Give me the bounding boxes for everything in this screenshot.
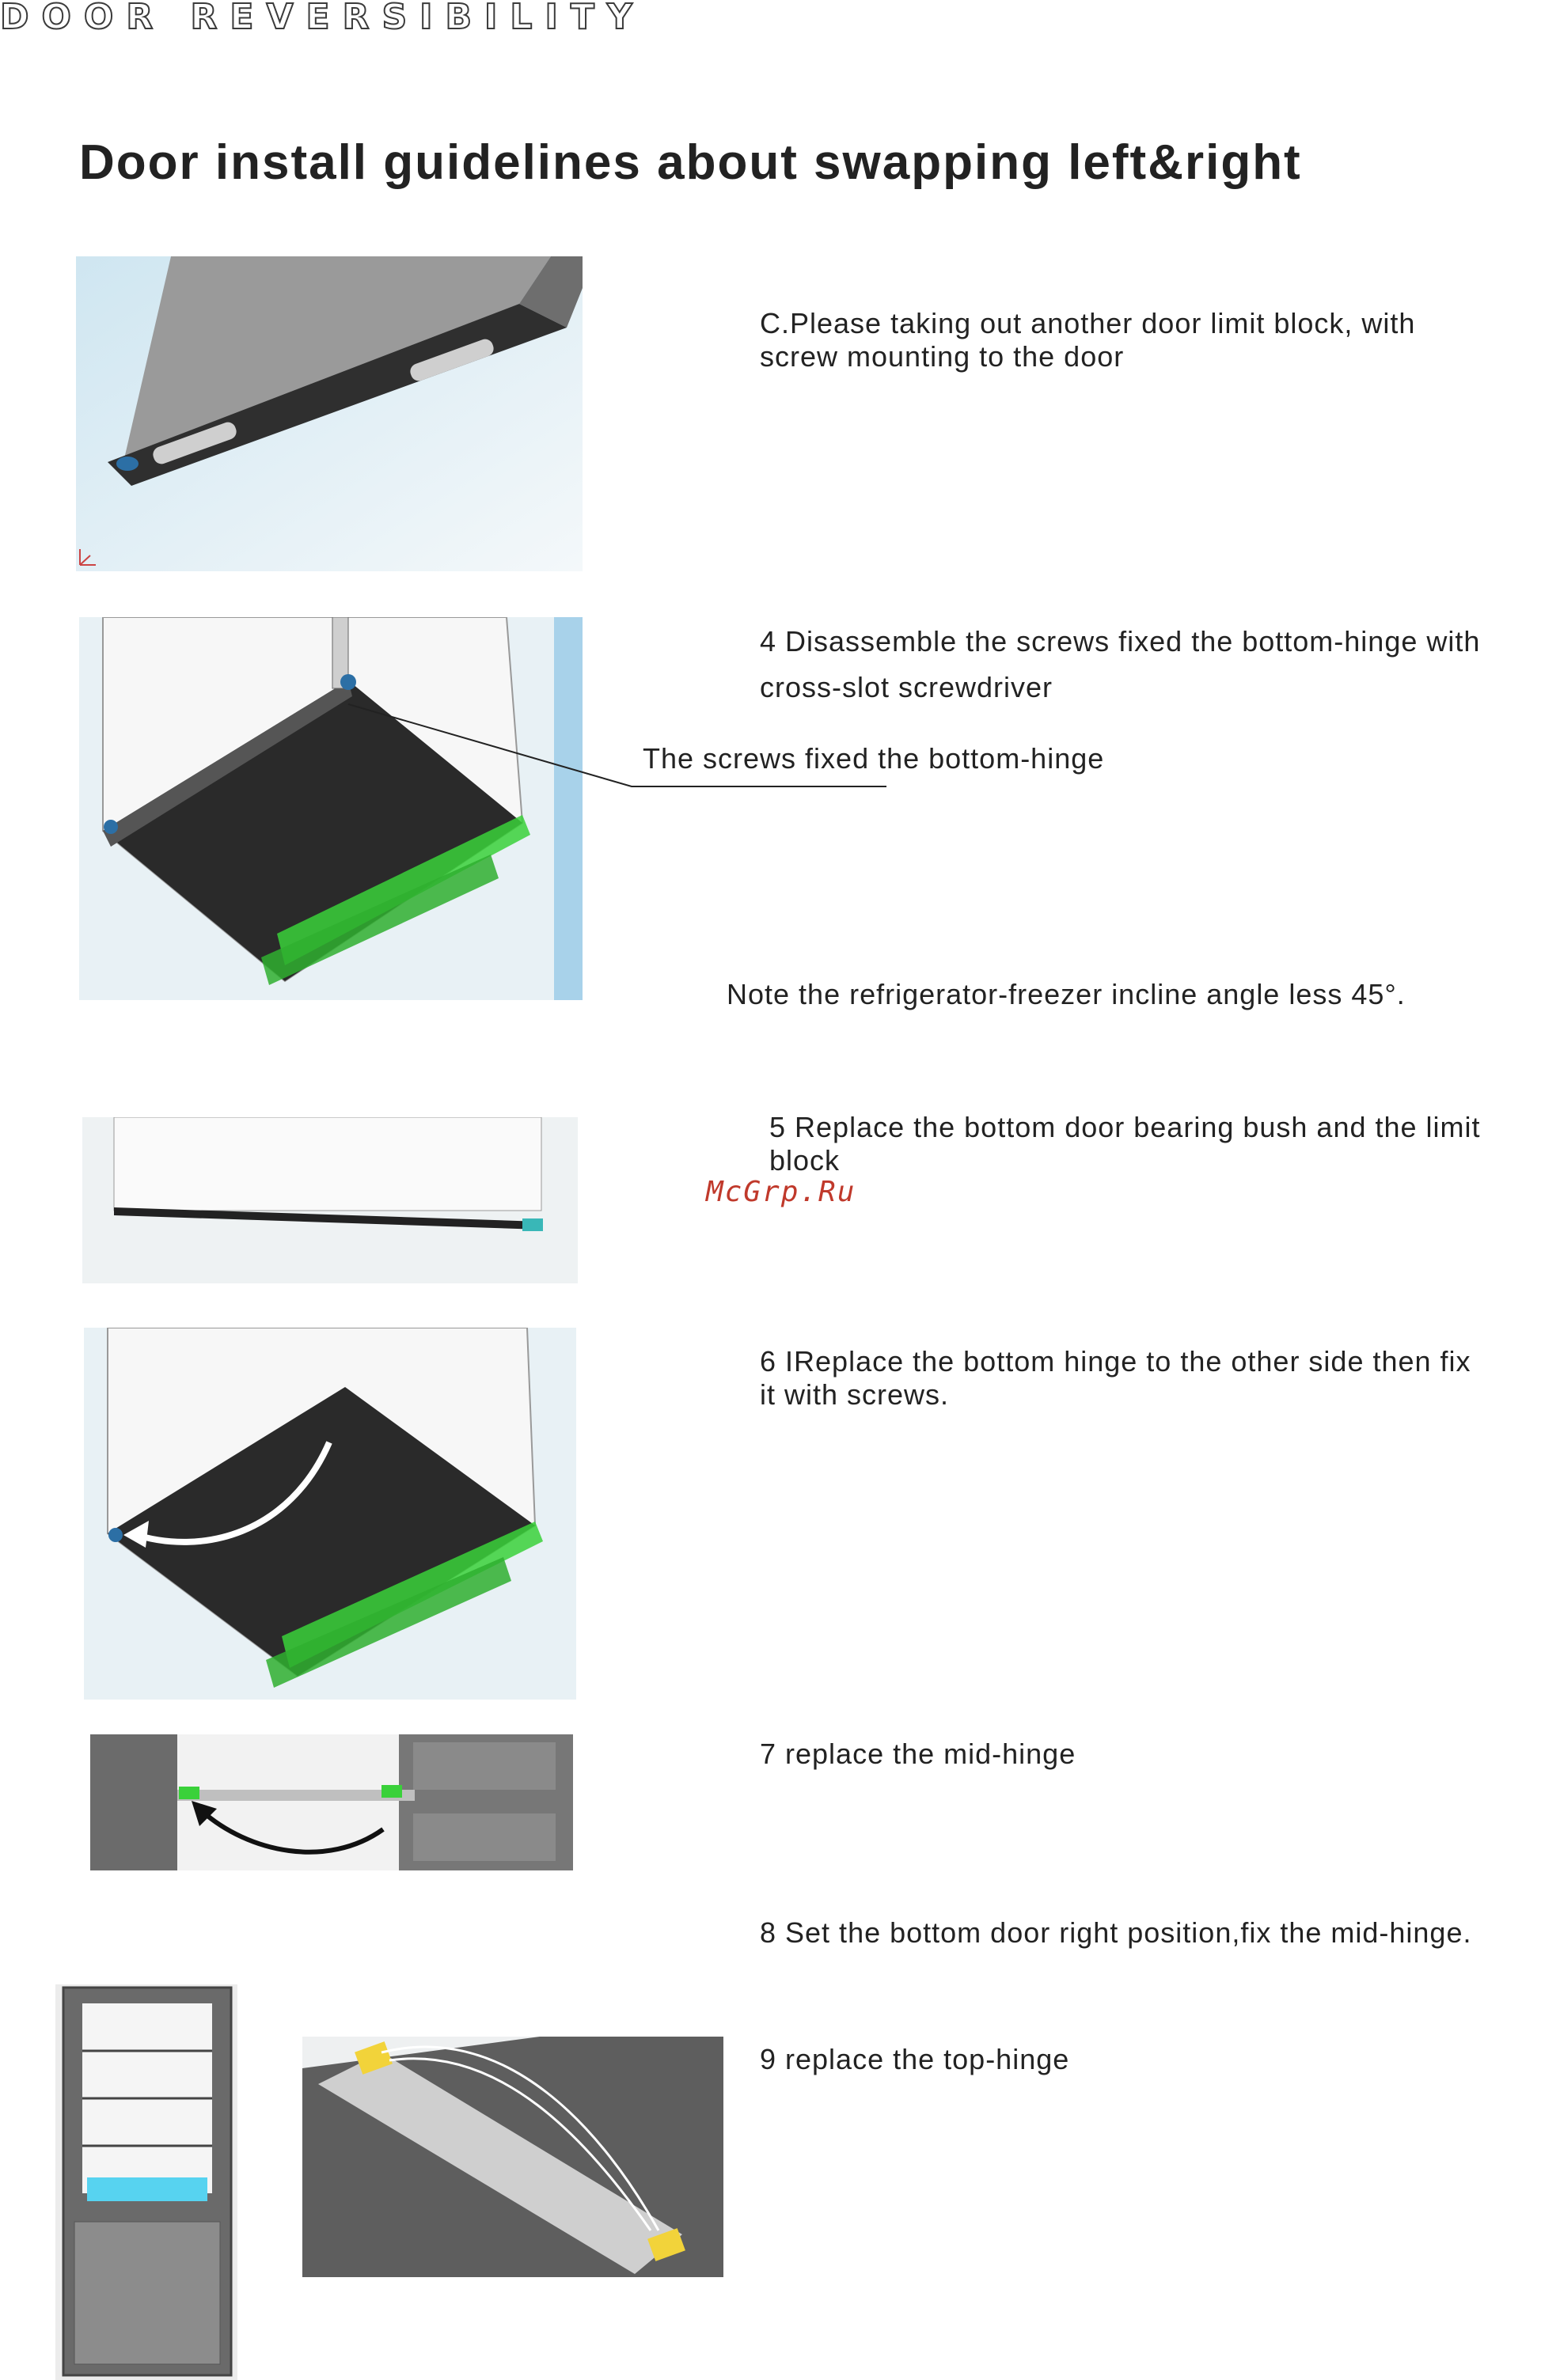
step-5-line2: block — [769, 1144, 841, 1177]
step-c-text — [760, 307, 1415, 373]
step-5-line1: 5 Replace the bottom door bearing bush and the limit — [769, 1111, 1481, 1143]
watermark: McGrp.Ru — [706, 1176, 856, 1208]
step-6-text — [760, 1345, 1471, 1412]
figure-fridge-front — [55, 1984, 237, 2380]
page-title: Door install guidelines about swapping left&right — [79, 135, 1302, 190]
figure-door-limit-block — [76, 256, 583, 571]
step-7-text: 7 replace the mid-hinge — [760, 1738, 1076, 1770]
step-4-line1: 4 Disassemble the screws fixed the bottom-hinge with — [760, 625, 1481, 658]
step-6-line2: it with screws. — [760, 1378, 950, 1411]
step-4-line2: cross-slot screwdriver — [760, 671, 1053, 703]
figure-top-hinge — [302, 2037, 723, 2277]
step-8-text: 8 Set the bottom door right position,fix the mid-hinge. — [760, 1916, 1472, 1949]
figure-bottom-hinge-swap — [84, 1328, 576, 1700]
callout-leader-line — [340, 696, 886, 791]
incline-note: Note the refrigerator-freezer incline angle less 45°. — [727, 978, 1406, 1010]
step-6-line1: 6 IReplace the bottom hinge to the other side then fix — [760, 1345, 1471, 1378]
figure-door-bearing-bush — [82, 1117, 578, 1283]
figure-bottom-hinge — [79, 617, 583, 1000]
step-c-line1: C.Please taking out another door limit block, with — [760, 307, 1416, 339]
callout-label: The screws fixed the bottom-hinge — [643, 742, 1105, 775]
step-c-line2: screw mounting to the door — [760, 340, 1125, 373]
step-5-text — [769, 1111, 1481, 1177]
step-9-text: 9 replace the top-hinge — [760, 2043, 1070, 2075]
figure-mid-hinge — [90, 1734, 573, 1870]
section-header: DOOR REVERSIBILITY — [0, 0, 645, 37]
